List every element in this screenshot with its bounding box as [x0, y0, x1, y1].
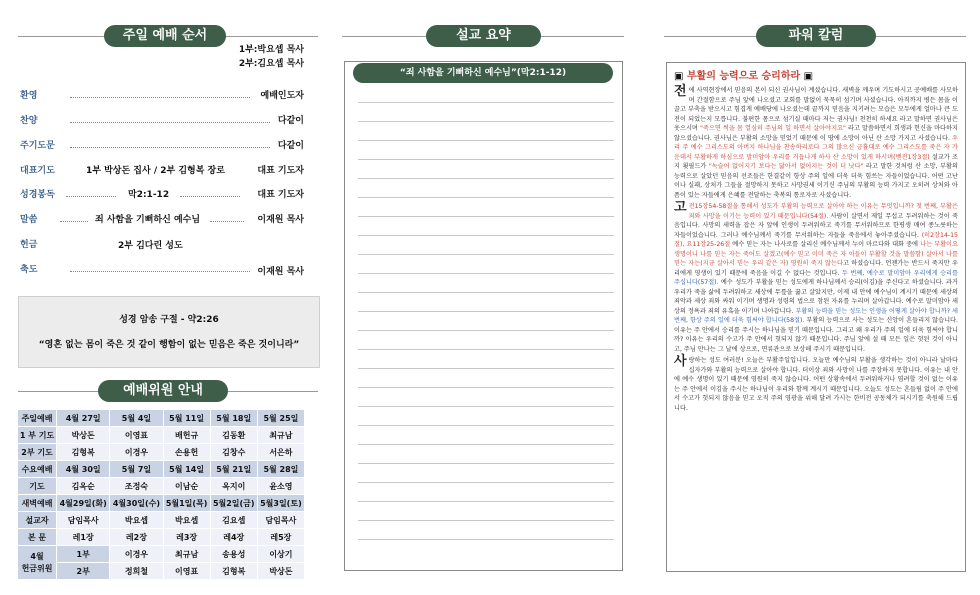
table-cell: 이상기 — [257, 546, 304, 563]
table-row — [18, 546, 305, 563]
table-row — [18, 444, 305, 461]
table-row — [18, 563, 305, 580]
column-paragraph: 전에 사역현장에서 믿음의 본이 되신 권사님이 계셨습니다. 새벽을 깨우며 기도하시고 공예배를 사모하며 간절함으로 주님 앞에 나오셨고 교회를 말없이 묵묵히 섬기며 사셨습니다. 아직까지 병든 몸을 이끌고 부축을 받으시고 힘겹게 예배당에 나오셨는데 끝까지 믿음을 지키려는 모습은 모두에게 얼마나 큰 도전이 되었는지 모릅니다. 불편한 몸으로 섬기실 때마다 저는 권사님! 천천히 하세요 라고 말하면 권사님은 웃으시며 "죽으면 썩을 몸 열심히 주님의 일 하면서 살아야지요" 라고 말씀하면서 희생과 헌신을 마다하지 않으셨습니다. 권사님은 부활의 소망을 믿었기 때문에 이 땅에 소망이 아닌 산 소망 가지고 사셨습니다. 우리 주 예수 그리스도의 아버지 하나님을 찬송하리로다 그의 많으신 긍휼대로 예수 그리스도를 죽은 자 가운데서 부활하게 하심으로 말미암아 우리를 거듭나게 하사 산 소망이 있게 하시며(벧전1장3절) 설교가 조지 휫필드가 "녹슬어 없어지기 보다는 닳아서 없어지는 것이 더 낫다" 라고 말한 것처럼 산 소망, 부활의 능력으로 살았던 믿음의 선조들은 한결같이 항상 주의 일에 더욱 더욱 힘쓰는 자들이었습니다. 어떤 고난이나 실패, 상처가 그들을 절망하지 못하고 사망권세 이기신 주님의 부활의 능력 가지고 오히려 상처와 아픔이 있는 자들에게 은혜를 전달하는 축복의 통로자로 사셨습니다. — [674, 84, 958, 199]
table-cell: 4월 27일 — [57, 410, 110, 427]
table-cell: 레4장 — [210, 529, 257, 546]
order-value-welcome: 예배인도자 — [260, 91, 304, 101]
order-value-benediction: 이재원 목사 — [257, 267, 304, 277]
order-dots — [60, 221, 88, 222]
table-cell: 김형복 — [210, 563, 257, 580]
note-line — [358, 482, 614, 483]
table-cell: 손용헌 — [163, 444, 210, 461]
note-line — [358, 254, 614, 255]
offering-label-month: 4월 — [30, 551, 44, 561]
table-cell: 5월 28일 — [257, 461, 304, 478]
order-middle-scripture: 막2:1-12 — [128, 190, 170, 200]
committee-table — [17, 409, 305, 580]
table-cell: 서은하 — [257, 444, 304, 461]
note-line — [358, 387, 614, 388]
table-cell: 레2장 — [110, 529, 163, 546]
table-cell: 담임목사 — [257, 512, 304, 529]
note-line — [358, 520, 614, 521]
table-cell: 5월3일(토) — [257, 495, 304, 512]
note-line — [358, 444, 614, 445]
order-label-praise: 찬양 — [20, 116, 38, 126]
column-title: 부활의 능력으로 승리하라 — [686, 71, 801, 82]
column-body — [674, 86, 958, 415]
table-cell: 김옥순 — [57, 478, 110, 495]
square-icon: ▣ — [674, 71, 684, 82]
order-label-prayer: 대표기도 — [20, 166, 55, 176]
table-cell: 본 문 — [18, 529, 57, 546]
drop-cap: 고 — [674, 200, 687, 215]
table-row — [18, 512, 305, 529]
note-line — [358, 463, 614, 464]
note-line — [358, 178, 614, 179]
table-cell: 박상돈 — [57, 427, 110, 444]
table-row — [18, 529, 305, 546]
table-cell: 송용성 — [210, 546, 257, 563]
order-value-lords-prayer: 다같이 — [277, 141, 304, 151]
order-label-welcome: 환영 — [20, 91, 38, 101]
table-cell: 정희철 — [110, 563, 163, 580]
table-cell: 김동환 — [210, 427, 257, 444]
table-cell: 4월 30일 — [57, 461, 110, 478]
table-cell: 레3장 — [163, 529, 210, 546]
table-cell: 옥지이 — [210, 478, 257, 495]
order-label-sermon: 말씀 — [20, 215, 38, 225]
note-line — [358, 292, 614, 293]
order-middle-prayer: 1부 박상돈 집사 / 2부 김형복 장로 — [86, 166, 225, 176]
order-label-offering: 헌금 — [20, 240, 38, 250]
table-cell: 1부 — [57, 546, 110, 563]
order-value-prayer: 대표 기도자 — [257, 166, 304, 176]
table-cell: 이영표 — [110, 427, 163, 444]
order-label-benediction: 축도 — [20, 265, 38, 275]
sermon-title: “죄 사함을 기뻐하신 예수님”(막2:1-12) — [353, 63, 613, 83]
note-line — [358, 311, 614, 312]
table-cell: 5월 25일 — [257, 410, 304, 427]
memory-verse-text: “영혼 없는 몸이 죽은 것 같이 행함이 없는 믿음은 죽은 것이니라” — [38, 340, 300, 350]
order-value-praise: 다같이 — [277, 116, 304, 126]
note-line — [358, 216, 614, 217]
table-cell: 5월2일(금) — [210, 495, 257, 512]
table-cell: 4월29일(화) — [57, 495, 110, 512]
memory-verse-title: 성경 암송 구절 - 약2:26 — [119, 315, 219, 325]
order-value-scripture: 대표 기도자 — [257, 190, 304, 200]
order-middle-offering: 2부 김다린 성도 — [118, 241, 183, 251]
table-row — [18, 495, 305, 512]
table-cell: 이경우 — [110, 546, 163, 563]
offering-label-text: 헌금위원 — [21, 563, 53, 573]
table-cell: 1 부 기도 — [18, 427, 57, 444]
sermon-notes-box — [344, 61, 623, 571]
table-row — [18, 427, 305, 444]
note-line — [358, 425, 614, 426]
table-cell: 최규남 — [163, 546, 210, 563]
drop-cap: 전 — [674, 84, 687, 99]
note-line — [358, 159, 614, 160]
table-cell: 김형복 — [57, 444, 110, 461]
note-line — [358, 121, 614, 122]
column-title-row — [674, 67, 813, 82]
table-cell: 김창수 — [210, 444, 257, 461]
table-cell: 이남순 — [163, 478, 210, 495]
note-line — [358, 368, 614, 369]
table-cell: 5월1일(목) — [163, 495, 210, 512]
table-cell: 설교자 — [18, 512, 57, 529]
table-cell: 2부 기도 — [18, 444, 57, 461]
column-paragraph: 고전15장54-58절을 통해서 성도가 부활의 능력으로 살아야 하는 이유는 무엇입니까? 첫 번째, 부활은 죄와 사망을 이기는 능력이 있기 때문입니다(54절). 사람이 살면서 제일 무섭고 두려워하는 것이 죽음입니다. 사망의 세력을 잡은 자 앞에 인생이 두려워하고 죽기를 무서워하므로 한평생 매여 종노릇하는 자들이었습니다. 그러나 예수님께서 죽기를 무서워하는 자들을 죽음에서 놓아주셨습니다. (히2장14-15절), 요11장25-26절 예수 믿는 자는 나사로를 살리신 예수님께서 누이 마르다와 대화 중에 나는 부활이요 생명이니 나를 믿는 자는 죽어도 살겠고(예수 믿고 이미 죽은 자 이들이 부활할 것을 말씀함) 살아서 나를 믿는 자는(지금 살아서 믿는 우리 같은 자) 영원히 죽지 않는다고 하셨습니다. 언젠가는 반드시 죽지만 우리에게 영생이 있기 때문에 죽음을 이길 수 없다는 것입니다. 두 번째, 예수로 말미암아 우리에게 승리를 주십니다(57절). 예수 성도가 부활을 믿는 성도에게 하나님께서 승리(이김)을 주신다고 하셨습니다. 과거 우리가 죽을 삶에 두려워하고 세상에 무릎을 꿇고 살았지만, 이제 내 안에 예수님이 계시기 때문에 세상의 죄악과 세상 죄와 싸워 이기며 생명과 성령의 법으로 참된 자유를 누리며 살아갑니다. 예수로 말미암아 세상의 정욕과 죄의 유혹을 이기며 나아갑니다. 부활의 능력을 믿는 성도는 인생을 어떻게 살아야 합니까? 세 번째, 항상 주의 일에 더욱 힘써야 합니다(58절). 부활의 능력으로 사는 성도는 신앙이 흔들리지 않습니다. 이유는 주 안에서 승리를 주시는 하나님을 믿기 때문입니다. 그리고 왜 우리가 주의 일에 더욱 힘써야 합니까? 이유는 우리의 수고가 주 안에서 헛되지 않기 때문입니다. 주님 앞에 설 때 모든 일은 헛된 것이 아니고, 주님 만나는 그 날에 상으로, 면류관으로 보상해 주시기 때문입니다. — [674, 200, 959, 353]
table-cell: 배헌규 — [163, 427, 210, 444]
note-line — [358, 349, 614, 350]
table-cell: 수요예배 — [18, 461, 57, 478]
order-label-lords-prayer: 주기도문 — [20, 141, 55, 151]
service1-pastor: 1부:박요셉 목사 — [238, 45, 304, 55]
table-cell: 기도 — [18, 478, 57, 495]
order-middle-sermon: 죄 사함을 기뻐하신 예수님 — [95, 215, 201, 225]
table-cell: 윤소영 — [257, 478, 304, 495]
table-cell: 새벽예배 — [18, 495, 57, 512]
worship-title: 주일 예배 순서 — [104, 25, 226, 47]
table-cell: 김요셉 — [210, 512, 257, 529]
note-line — [358, 235, 614, 236]
table-cell: 5월 4일 — [110, 410, 163, 427]
column-paragraph: 사랑하는 성도 여러분! 오늘은 부활주일입니다. 오늘만 예수님의 부활을 생각하는 것이 아니라 날마다 십자가와 부활의 능력으로 살아야 합니다. 더이상 죄와 사망이 나를 주장하지 못합니다. 이유는 내 안에 예수 생명이 있기 때문에 영원히 죽지 않습니다. 어떤 상황속에서 두려워하거나 염려할 것이 없는 이유는 주 안에서 이김을 주시는 하나님이 우리와 함께 계시기 때문입니다. 오늘도 성도는 흔들림 없이 주 안에서 수고가 헛되지 않음을 믿고 오직 주의 영광을 위해 달려 가시는 한비전 공동체가 되시기를 축원해 드립니다. — [674, 354, 958, 412]
committee-title: 예배위원 안내 — [98, 380, 228, 402]
table-cell: 5월 14일 — [163, 461, 210, 478]
column-header: 파워 칼럼 — [756, 25, 876, 47]
drop-cap: 사 — [674, 354, 687, 369]
table-cell: 주일예배 — [18, 410, 57, 427]
table-row — [18, 410, 305, 427]
offering-committee-label — [18, 546, 57, 580]
table-cell: 박상돈 — [257, 563, 304, 580]
note-line — [358, 406, 614, 407]
table-cell: 5월 18일 — [210, 410, 257, 427]
square-icon: ▣ — [803, 71, 814, 82]
note-line — [358, 197, 614, 198]
table-cell: 이경우 — [110, 444, 163, 461]
order-label-scripture: 성경봉독 — [20, 190, 55, 200]
table-cell: 담임목사 — [57, 512, 110, 529]
note-line — [358, 273, 614, 274]
note-line — [358, 539, 614, 540]
table-cell: 레1장 — [57, 529, 110, 546]
table-cell: 4월30일(수) — [110, 495, 163, 512]
sermon-header: 설교 요약 — [426, 25, 541, 47]
table-cell: 박요셉 — [110, 512, 163, 529]
table-cell: 5월 11일 — [163, 410, 210, 427]
note-line — [358, 140, 614, 141]
note-line — [358, 102, 614, 103]
note-line — [358, 330, 614, 331]
order-value-sermon: 이재원 목사 — [257, 215, 304, 225]
table-cell: 레5장 — [257, 529, 304, 546]
table-cell: 5월 7일 — [110, 461, 163, 478]
note-line — [358, 501, 614, 502]
order-dots — [66, 196, 116, 197]
table-cell: 이영표 — [163, 563, 210, 580]
table-row — [18, 478, 305, 495]
table-cell: 조정숙 — [110, 478, 163, 495]
table-row — [18, 461, 305, 478]
memory-verse-box — [18, 296, 320, 368]
service2-pastor: 2부:김요셉 목사 — [238, 59, 304, 69]
table-cell: 2부 — [57, 563, 110, 580]
table-cell: 박요셉 — [163, 512, 210, 529]
table-cell: 5월 21일 — [210, 461, 257, 478]
table-cell: 최규남 — [257, 427, 304, 444]
